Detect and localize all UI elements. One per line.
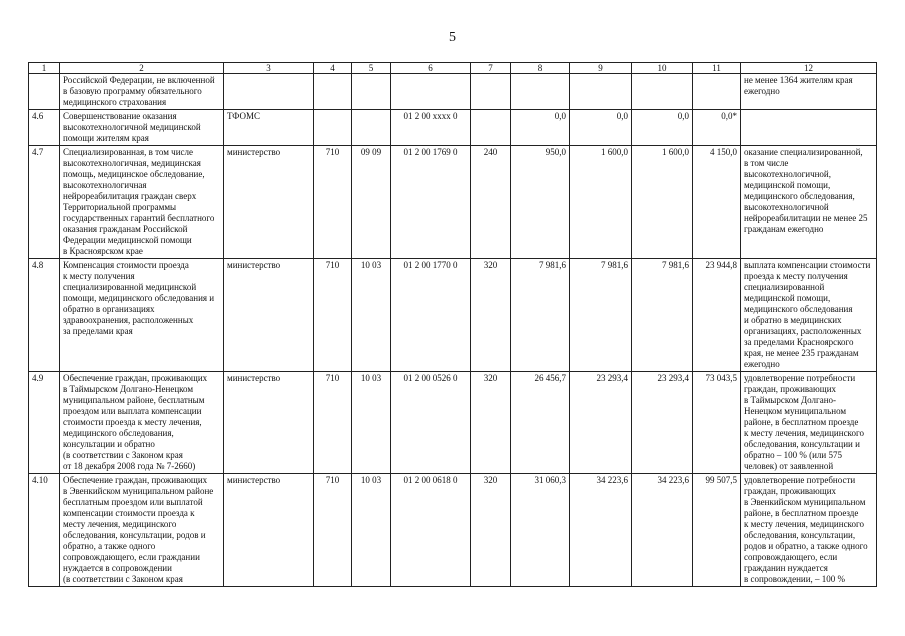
target-article-code: 01 2 00 1769 0 bbox=[391, 146, 471, 259]
amount-year-2: 1 600,0 bbox=[570, 146, 632, 259]
executor: министерство bbox=[224, 146, 314, 259]
expected-result: удовлетворение потребности граждан, проживающих в Эвенкийском муниципальном районе, в бесплатном проезде к месту лечения, медицинского обследования, консультации, родов и обратно, а также одного сопровождающего, если гражданин нуждается в сопровождении, – 100 % bbox=[741, 474, 877, 587]
expense-type-code: 320 bbox=[471, 474, 511, 587]
executor: министерство bbox=[224, 259, 314, 372]
measure-name: Компенсация стоимости проезда к месту получения специализированной медицинской помощи, медицинского обследования и обратно в организациях здравоохранения, расположенных за пределами края bbox=[60, 259, 224, 372]
column-header: 8 bbox=[511, 63, 570, 74]
grbs-code: 710 bbox=[314, 146, 352, 259]
column-header: 3 bbox=[224, 63, 314, 74]
column-header: 1 bbox=[29, 63, 60, 74]
expense-type-code: 320 bbox=[471, 259, 511, 372]
table-row bbox=[29, 372, 877, 474]
measure-name: Российской Федерации, не включенной в базовую программу обязательного медицинского страхования bbox=[60, 74, 224, 110]
amount-year-3 bbox=[632, 74, 693, 110]
section-code: 09 09 bbox=[352, 146, 391, 259]
executor: ТФОМС bbox=[224, 110, 314, 146]
target-article-code: 01 2 00 1770 0 bbox=[391, 259, 471, 372]
amount-total: 99 507,5 bbox=[693, 474, 741, 587]
grbs-code: 710 bbox=[314, 372, 352, 474]
grbs-code bbox=[314, 74, 352, 110]
table-row bbox=[29, 74, 877, 110]
row-number bbox=[29, 74, 60, 110]
section-code: 10 03 bbox=[352, 259, 391, 372]
amount-year-2: 7 981,6 bbox=[570, 259, 632, 372]
grbs-code bbox=[314, 110, 352, 146]
amount-year-2: 0,0 bbox=[570, 110, 632, 146]
table-row bbox=[29, 110, 877, 146]
expected-result: выплата компенсации стоимости проезда к месту получения специализированной медицинской помощи, медицинского обследования и обратно в медицинских организациях, расположенных за пределами Красноярского края, не менее 235 гражданам ежегодно bbox=[741, 259, 877, 372]
row-number: 4.8 bbox=[29, 259, 60, 372]
column-header: 10 bbox=[632, 63, 693, 74]
amount-total: 23 944,8 bbox=[693, 259, 741, 372]
amount-year-2: 34 223,6 bbox=[570, 474, 632, 587]
amount-year-1: 31 060,3 bbox=[511, 474, 570, 587]
expense-type-code bbox=[471, 110, 511, 146]
table-row bbox=[29, 474, 877, 587]
expense-type-code: 240 bbox=[471, 146, 511, 259]
target-article-code: 01 2 00 0618 0 bbox=[391, 474, 471, 587]
amount-year-1: 26 456,7 bbox=[511, 372, 570, 474]
measure-name: Обеспечение граждан, проживающих в Эвенкийском муниципальном районе бесплатным проездом или выплатой компенсации стоимости проезда к месту лечения, медицинского обследования, консультации, родов и обратно, а также одного сопровождающего, если граждании нуждается в сопровождении (в соответствии с Законом края bbox=[60, 474, 224, 587]
target-article-code: 01 2 00 0526 0 bbox=[391, 372, 471, 474]
column-header-row bbox=[29, 63, 877, 74]
amount-total bbox=[693, 74, 741, 110]
executor bbox=[224, 74, 314, 110]
column-header: 9 bbox=[570, 63, 632, 74]
section-code bbox=[352, 74, 391, 110]
column-header: 7 bbox=[471, 63, 511, 74]
executor: министерство bbox=[224, 474, 314, 587]
amount-year-1: 0,0 bbox=[511, 110, 570, 146]
row-number: 4.6 bbox=[29, 110, 60, 146]
amount-total: 4 150,0 bbox=[693, 146, 741, 259]
column-header: 6 bbox=[391, 63, 471, 74]
amount-year-3: 23 293,4 bbox=[632, 372, 693, 474]
amount-year-3: 0,0 bbox=[632, 110, 693, 146]
column-header: 2 bbox=[60, 63, 224, 74]
amount-year-3: 1 600,0 bbox=[632, 146, 693, 259]
grbs-code: 710 bbox=[314, 259, 352, 372]
column-header: 11 bbox=[693, 63, 741, 74]
expense-type-code bbox=[471, 74, 511, 110]
amount-year-2 bbox=[570, 74, 632, 110]
amount-year-1: 7 981,6 bbox=[511, 259, 570, 372]
column-header: 12 bbox=[741, 63, 877, 74]
expected-result bbox=[741, 110, 877, 146]
measure-name: Совершенствование оказания высокотехнологичной медицинской помощи жителям края bbox=[60, 110, 224, 146]
amount-total: 0,0* bbox=[693, 110, 741, 146]
amount-total: 73 043,5 bbox=[693, 372, 741, 474]
measure-name: Обеспечение граждан, проживающих в Таймырском Долгано-Ненецком муниципальном районе, бесплатным проездом или выплата компенсации стоимости проезда к месту лечения, медицинского обследования, консультации и обратно (в соответствии с Законом края от 18 декабря 2008 года № 7-2660) bbox=[60, 372, 224, 474]
expected-result: удовлетворение потребности граждан, проживающих в Таймырском Долгано- Ненецком муниципальном районе, в бесплатном проезде к месту лечения, медицинского обследования, консультации и обратно – 100 % (или 575 человек) от заявленной bbox=[741, 372, 877, 474]
expected-result: оказание специализированной, в том числе высокотехнологичной, медицинской помощи, медицинского обследования, высокотехнологичной нейрореабилитации не менее 25 гражданам ежегодно bbox=[741, 146, 877, 259]
amount-year-2: 23 293,4 bbox=[570, 372, 632, 474]
section-code: 10 03 bbox=[352, 372, 391, 474]
row-number: 4.7 bbox=[29, 146, 60, 259]
target-article-code bbox=[391, 74, 471, 110]
amount-year-1: 950,0 bbox=[511, 146, 570, 259]
expense-type-code: 320 bbox=[471, 372, 511, 474]
row-number: 4.9 bbox=[29, 372, 60, 474]
page-number: 5 bbox=[449, 30, 456, 45]
column-header: 5 bbox=[352, 63, 391, 74]
grbs-code: 710 bbox=[314, 474, 352, 587]
column-header: 4 bbox=[314, 63, 352, 74]
program-table bbox=[28, 62, 877, 587]
row-number: 4.10 bbox=[29, 474, 60, 587]
table-row bbox=[29, 259, 877, 372]
amount-year-3: 7 981,6 bbox=[632, 259, 693, 372]
executor: министерство bbox=[224, 372, 314, 474]
amount-year-3: 34 223,6 bbox=[632, 474, 693, 587]
section-code bbox=[352, 110, 391, 146]
table-row bbox=[29, 146, 877, 259]
measure-name: Специализированная, в том числе высокотехнологичная, медицинская помощь, медицинское обследование, высокотехнологичная нейрореабилитация граждан сверх Территориальной программы государственных гарантий бесплатного оказания гражданам Российской Федерации медицинской помощи в Красноярском крае bbox=[60, 146, 224, 259]
section-code: 10 03 bbox=[352, 474, 391, 587]
expected-result: не менее 1364 жителям края ежегодно bbox=[741, 74, 877, 110]
target-article-code: 01 2 00 xxxx 0 bbox=[391, 110, 471, 146]
amount-year-1 bbox=[511, 74, 570, 110]
